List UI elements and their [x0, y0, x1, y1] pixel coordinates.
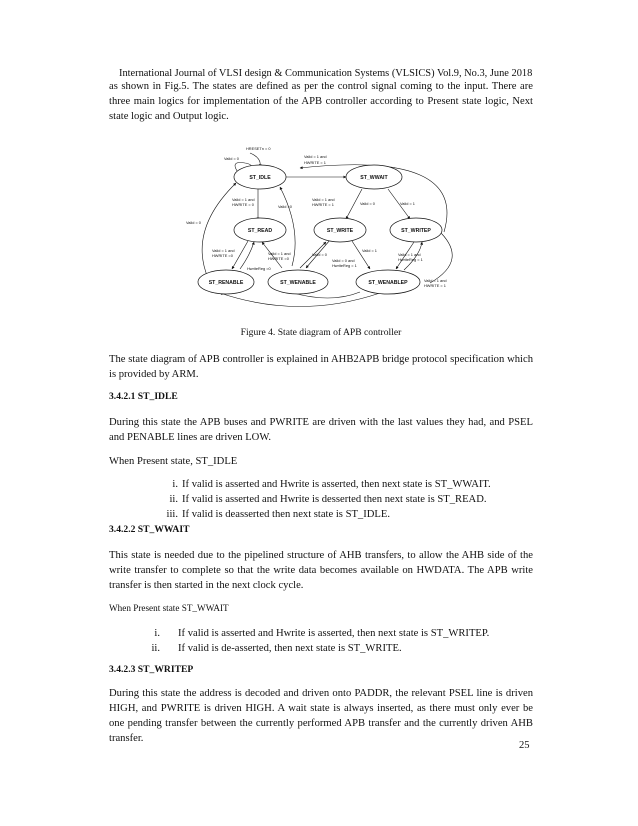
edge-label-idle-read-2: HWRITE = 0 — [232, 202, 254, 207]
state-wenablep-label: ST_WENABLEP — [368, 280, 408, 286]
intro-paragraph: as shown in Fig.5. The states are defined as per the control signal coming to the input. There are three main logics for implementation of the APB controller according to Present state logic, Next state logic and Output logic. — [109, 81, 533, 122]
edge-label-valid0-c: Valid = 0 — [312, 252, 327, 257]
state-wwait-label: ST_WWAIT — [360, 175, 388, 181]
edge-label-valid1-hw1-b-1: Valid = 1 and — [424, 278, 447, 283]
journal-header: International Journal of VLSI design & Communication Systems (VLSICS) Vol.9, No.3, June 2018 — [119, 68, 533, 79]
renable-to-read-edge — [240, 242, 254, 269]
section-heading-st-idle: 3.4.2.1 ST_IDLE — [109, 391, 178, 402]
state-wenable-label: ST_WENABLE — [280, 280, 316, 286]
edge-label-wenable-mid-1: Valid = 1 and — [268, 251, 291, 256]
list-item-text: If valid is de-asserted, then next state is ST_WRITE. — [178, 643, 402, 654]
figure-caption: Figure 4. State diagram of APB controller — [240, 327, 402, 338]
list-item-number: ii. — [169, 494, 178, 505]
list-item-number: i. — [154, 628, 160, 639]
paragraph-1: The state diagram of APB controller is explained in AHB2APB bridge protocol specification which is provided by ARM. — [109, 354, 533, 380]
state-write-label: ST_WRITE — [326, 228, 354, 234]
edge-label-idle-self: Valid = 0 — [224, 156, 239, 161]
paragraph-2: During this state the APB buses and PWRITE are driven with the last values they had, and PSEL and PENABLE lines are driven LOW. — [109, 417, 533, 443]
edge-label-idle-wwait-1: Valid = 1 and — [304, 154, 327, 159]
edge-label-valid0-left: Valid = 0 — [186, 220, 201, 225]
when-present-idle: When Present state, ST_IDLE — [109, 456, 238, 467]
list-item-text: If valid is asserted and Hwrite is asserted, then next state is ST_WWAIT. — [182, 479, 491, 490]
edge-label-valid0-hwrite-1: Valid = 0 and — [332, 258, 355, 263]
edge-label-valid1-top: Valid = 1 — [400, 201, 415, 206]
list-item-text: If valid is deasserted then next state is ST_IDLE. — [182, 509, 390, 520]
edge-label-read-renable-1: Valid = 1 and — [212, 248, 235, 253]
edge-label-idle-read-1: Valid = 1 and — [232, 197, 255, 202]
section-heading-st-writep: 3.4.2.3 ST_WRITEP — [109, 664, 194, 675]
list-item-number: iii. — [166, 509, 178, 520]
when-present-wwait: When Present state ST_WWAIT — [109, 603, 229, 613]
edge-label-idle-wwait-2: HWRITE = 1 — [304, 160, 326, 165]
page-number: 25 — [519, 740, 530, 751]
edge-label-hresetn: HRESETn = 0 — [246, 146, 271, 151]
renable-to-idle-edge — [202, 183, 236, 278]
list-item-text: If valid is asserted and Hwrite is asserted, then next state is ST_WRITEP. — [178, 628, 490, 639]
edge-label-valid0-a: Valid =0 — [278, 204, 292, 209]
edge-label-valid0-b: Valid = 0 — [360, 201, 375, 206]
list-item-number: i. — [172, 479, 178, 490]
edge-label-valid1-hwriteflag-2: HwriteReg = 1 — [398, 257, 423, 262]
edge-label-valid0-hwrite-2: HwriteReg = 1 — [332, 263, 357, 268]
edge-label-valid1-hw1-a-2: HWRITE = 1 — [312, 202, 334, 207]
edge-label-valid1-hw1-a-1: Valid = 1 and — [312, 197, 335, 202]
edge-label-valid1-right: Valid = 1 — [362, 248, 377, 253]
edge-label-valid1-hwriteflag-1: Valid = 1 and — [398, 252, 421, 257]
paragraph-3: This state is needed due to the pipelined structure of AHB transfers, to allow the AHB side of the write transfer to complete so that the write data becomes available on HWDATA. The APB write transfer is then started in the next clock cycle. — [109, 550, 533, 591]
state-idle-label: ST_IDLE — [249, 175, 271, 181]
edge-label-wenable-mid-2: HWRITE =0 — [268, 256, 289, 261]
state-renable-label: ST_RENABLE — [208, 280, 244, 286]
list-item-text: If valid is asserted and Hwrite is desserted then next state is ST_READ. — [182, 494, 487, 505]
read-to-renable-edge — [232, 241, 248, 269]
paragraph-4: During this state the address is decoded and driven onto PADDR, the relevant PSEL line is driven HIGH, and PWRITE is driven HIGH. A wait state is always inserted, as there must only ever be one pending transfer between the currently performed APB transfer and the currently driven AHB transfer. — [109, 688, 533, 744]
list-item-number: ii. — [151, 643, 160, 654]
edge-label-valid1-hw1-b-2: HWRITE = 1 — [424, 283, 446, 288]
wenablep-to-renable-edge — [220, 293, 380, 307]
edge-label-read-renable-2: HWRITE =0 — [212, 253, 233, 258]
section-heading-st-wwait: 3.4.2.2 ST_WWAIT — [109, 524, 190, 535]
state-writep-label: ST_WRITEP — [401, 228, 431, 234]
edge-label-hwriteflag0: HwriteReg =0 — [247, 266, 271, 271]
state-read-label: ST_READ — [247, 228, 273, 234]
